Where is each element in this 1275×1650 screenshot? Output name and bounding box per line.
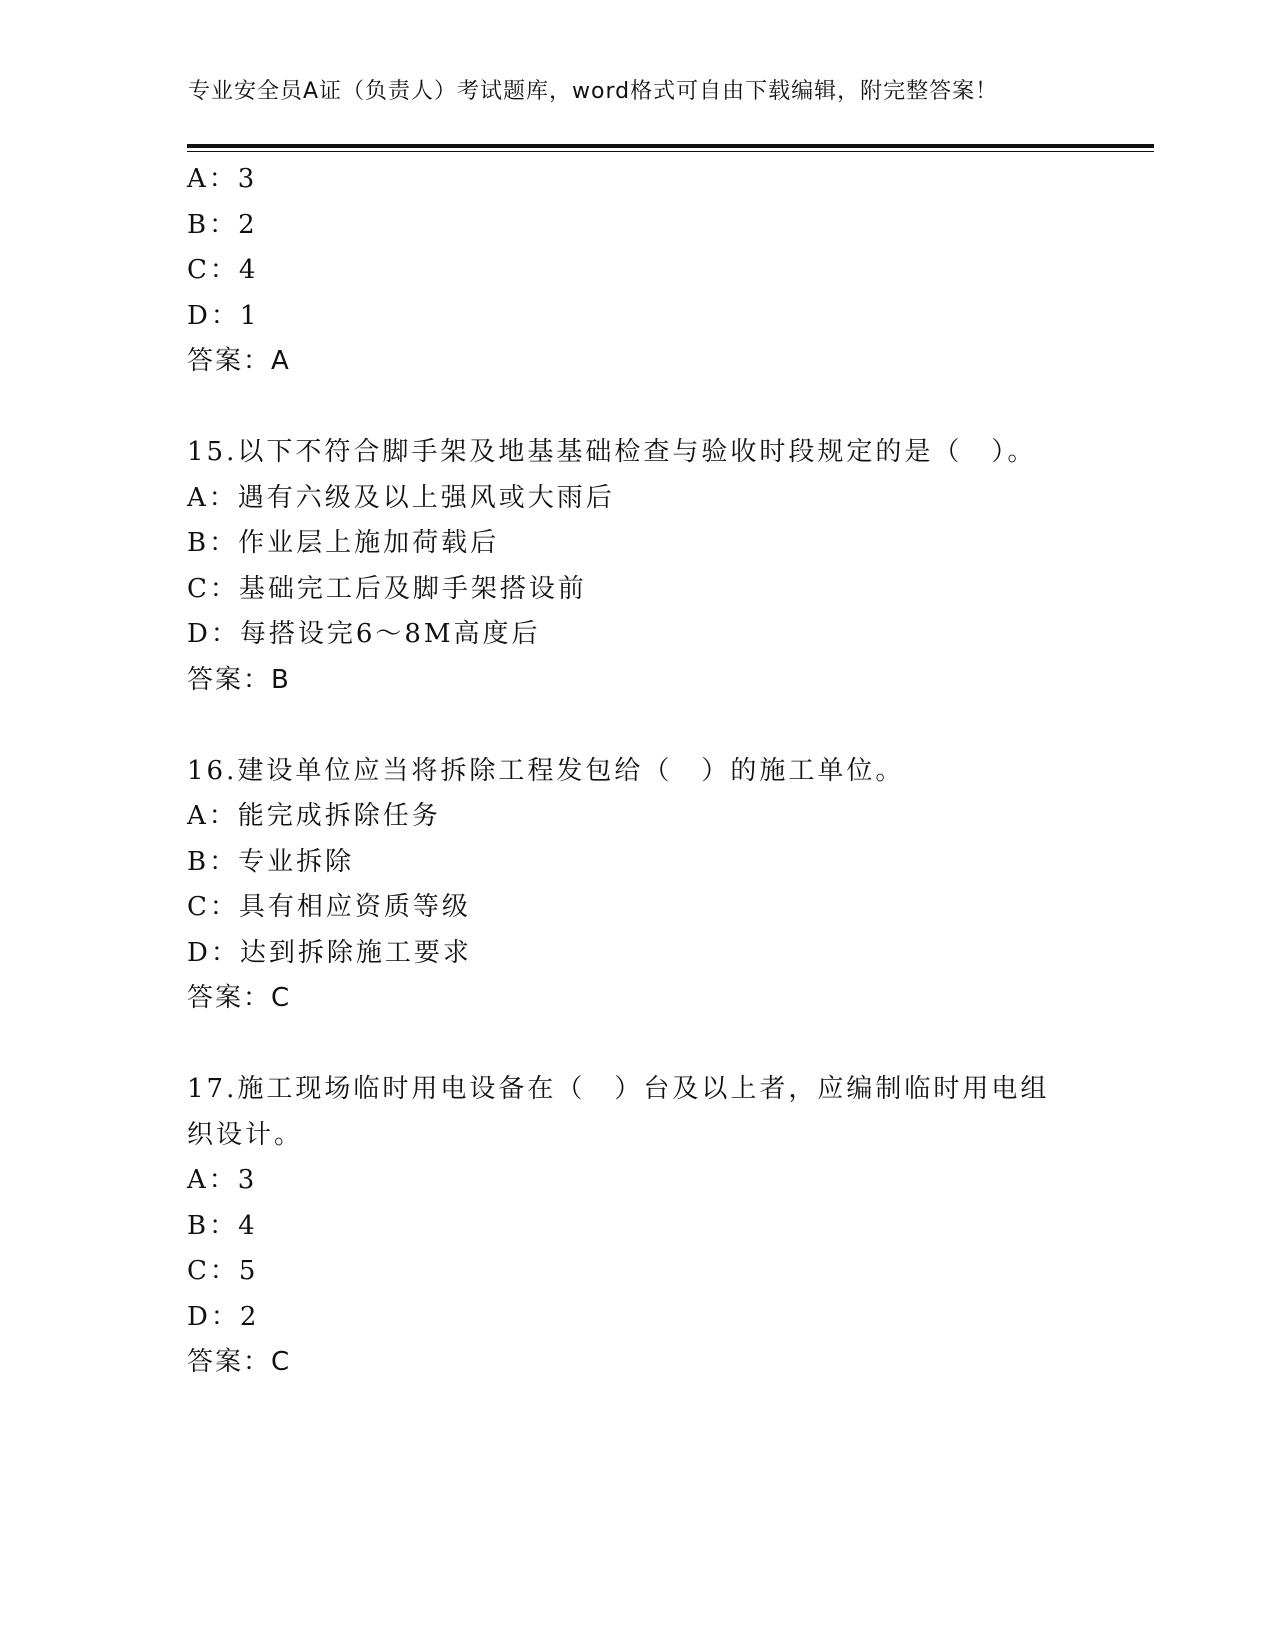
option-d: D：达到拆除施工要求 [187,937,472,968]
question-text: 17.施工现场临时用电设备在（ ）台及以上者，应编制临时用电组织设计。 [187,1074,1050,1150]
option-b: B：专业拆除 [187,846,355,877]
option-a: A：3 [187,1165,258,1195]
option-a: A：遇有六级及以上强风或大雨后 [187,482,615,513]
option-c: C：4 [187,255,259,285]
answer-line: 答案：C [187,983,292,1013]
option-c: C：5 [187,1256,259,1286]
question-text: 16.建设单位应当将拆除工程发包给（ ）的施工单位。 [187,755,905,786]
option-a: A：3 [187,164,258,194]
question-block [187,430,1077,703]
page-header: 专业安全员A证（负责人）考试题库，word格式可自由下载编辑，附完整答案！ [188,79,999,104]
option-c: C：具有相应资质等级 [187,892,471,922]
header-divider-thin [187,151,1154,152]
header-divider-thick [187,144,1154,148]
question-text: 15.以下不符合脚手架及地基基础检查与验收时段规定的是（ ）。 [187,437,1037,467]
spacer [187,1022,1077,1068]
question-block [187,1067,1077,1386]
option-b: B：4 [187,1210,258,1241]
answer-line: 答案：A [187,346,291,376]
question-list [187,157,1077,1386]
option-c: C：基础完工后及脚手架搭设前 [187,573,587,604]
question-block [187,749,1077,1022]
option-d: D：2 [187,1301,260,1332]
answer-line: 答案：B [187,664,291,695]
option-b: B：作业层上施加荷载后 [187,528,500,558]
answer-line: 答案：C [187,1347,292,1377]
option-b: B：2 [187,209,258,240]
spacer [187,385,1077,431]
option-d: D：1 [187,300,260,331]
spacer [187,703,1077,749]
question-block [187,157,1077,385]
option-a: A：能完成拆除任务 [187,801,441,831]
option-d: D：每搭设完6～8M高度后 [187,619,541,649]
